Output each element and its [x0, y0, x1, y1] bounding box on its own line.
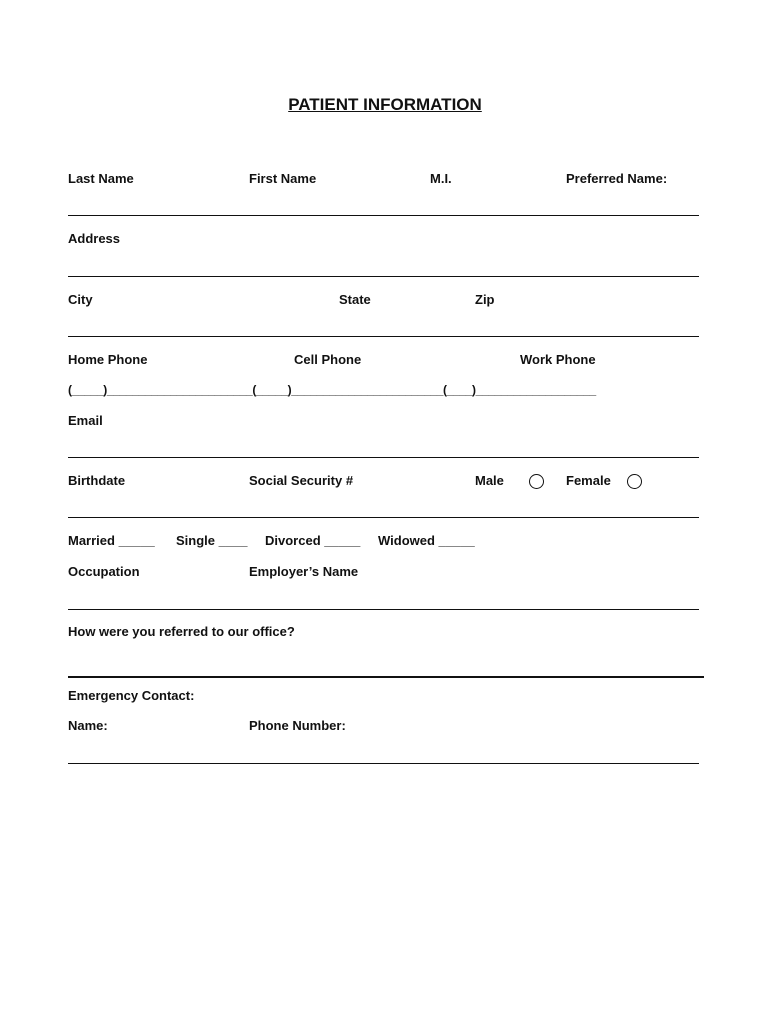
email-label: Email [68, 413, 103, 428]
last-name-label: Last Name [68, 171, 134, 186]
employer-name-label: Employer’s Name [249, 564, 359, 579]
city-fill-line[interactable] [68, 336, 699, 337]
birthdate-fill-line[interactable] [68, 517, 699, 518]
referral-question: How were you referred to our office? [68, 624, 295, 639]
emergency-phone-label: Phone Number: [249, 718, 346, 733]
state-label: State [339, 292, 371, 307]
emergency-fill-line[interactable] [68, 763, 699, 764]
work-phone-label: Work Phone [520, 352, 596, 367]
referral-divider [68, 676, 704, 678]
occupation-fill-line[interactable] [68, 609, 699, 610]
preferred-name-label: Preferred Name: [566, 171, 668, 186]
male-label: Male [475, 473, 504, 488]
first-name-label: First Name [249, 171, 317, 186]
phone-fill-blanks[interactable]: (_____)_______________________(_____)________________________(____)___________________ [68, 383, 596, 397]
married-option[interactable]: Married _____ [68, 533, 155, 548]
address-fill-line[interactable] [68, 276, 699, 277]
female-radio[interactable] [627, 474, 642, 489]
divorced-option[interactable]: Divorced _____ [265, 533, 361, 548]
email-fill-line[interactable] [68, 457, 699, 458]
middle-initial-label: M.I. [430, 171, 452, 186]
emergency-name-label: Name: [68, 718, 108, 733]
occupation-label: Occupation [68, 564, 140, 579]
single-option[interactable]: Single ____ [176, 533, 248, 548]
address-label: Address [68, 231, 121, 246]
male-radio[interactable] [529, 474, 544, 489]
widowed-option[interactable]: Widowed _____ [378, 533, 475, 548]
city-label: City [68, 292, 93, 307]
ssn-label: Social Security # [249, 473, 354, 488]
home-phone-label: Home Phone [68, 352, 148, 367]
zip-label: Zip [475, 292, 495, 307]
female-label: Female [566, 473, 611, 488]
name-fill-line[interactable] [68, 215, 699, 216]
page-title: PATIENT INFORMATION [288, 95, 482, 114]
birthdate-label: Birthdate [68, 473, 126, 488]
cell-phone-label: Cell Phone [294, 352, 362, 367]
emergency-contact-heading: Emergency Contact: [68, 688, 195, 703]
